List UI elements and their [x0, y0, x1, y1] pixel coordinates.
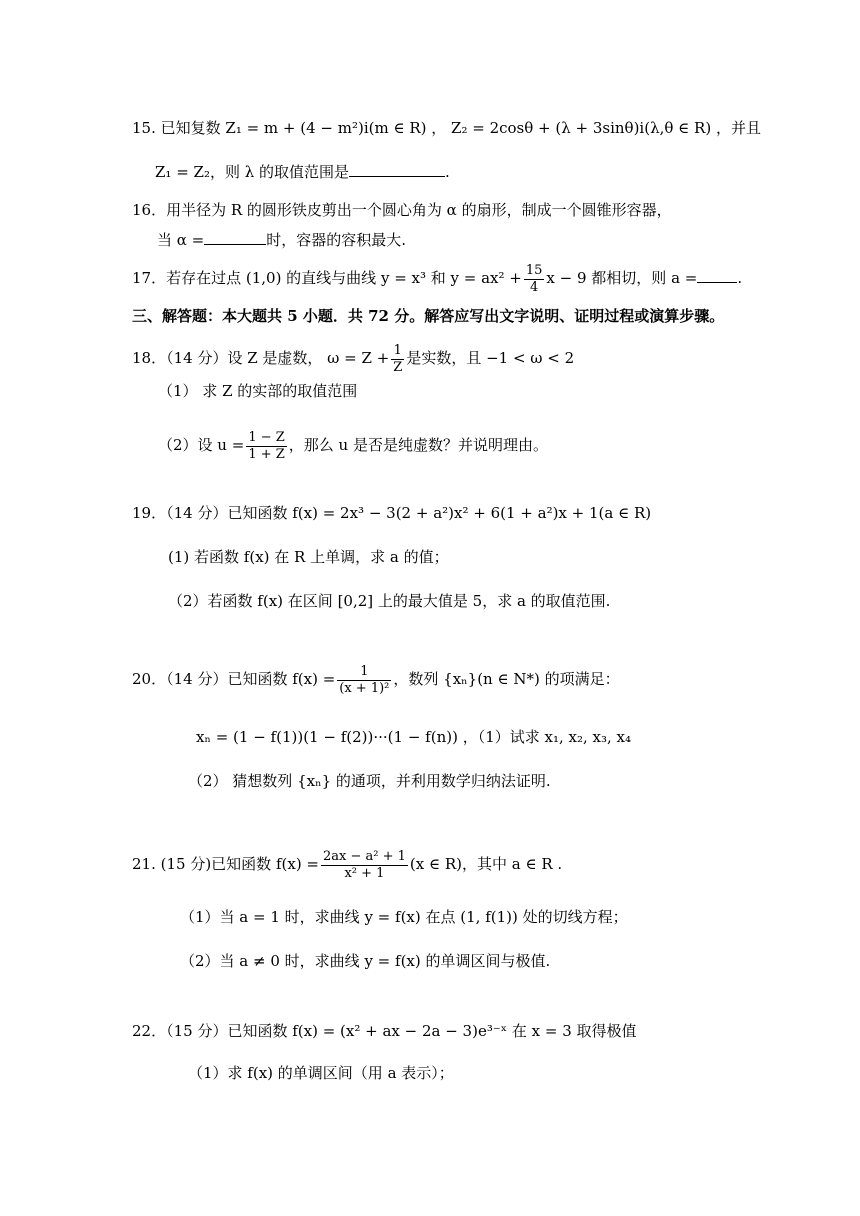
q15-line2-end: .: [445, 163, 450, 181]
q20-line: [132, 657, 620, 701]
q20-fraction: [337, 664, 391, 697]
q18-text: 18．（14 分）设 Z 是虚数， ω = Z +: [132, 349, 390, 367]
q18-part2-text: （2）设 u =: [158, 436, 245, 454]
q17-line: [132, 258, 742, 298]
q15-line2-text: Z₁ = Z₂，则 λ 的取值范围是: [155, 163, 350, 181]
q16-line1: 16．用半径为 R 的圆形铁皮剪出一个圆心角为 α 的扇形，制成一个圆锥形容器，: [132, 201, 672, 219]
q18-frac-num: 1: [393, 342, 402, 358]
q18-part2-fraction: [246, 430, 286, 463]
q21-part1: （1）当 a = 1 时，求曲线 y = f(x) 在点 (1, f(1)) 处的切线方程；: [180, 908, 628, 926]
q17-text: 17．若存在过点 (1,0) 的直线与曲线 y = x³ 和 y = ax² +: [132, 269, 522, 287]
q21-line: [132, 842, 562, 886]
section-heading: 三、解答题：本大题共 5 小题．共 72 分。解答应写出文字说明、证明过程或演算步骤。: [132, 307, 725, 325]
q21-frac-num: 2ax − a² + 1: [323, 848, 406, 864]
q16-answer-blank: [204, 230, 266, 245]
q17-frac-den: 4: [524, 279, 545, 296]
q21-part2: （2）当 a ≠ 0 时，求曲线 y = f(x) 的单调区间与极值.: [180, 952, 551, 970]
q21-frac-den: x² + 1: [321, 865, 408, 882]
q19-part1: (1) 若函数 f(x) 在 R 上单调，求 a 的值；: [168, 548, 449, 566]
q18-text-post: 是实数，且 −1 < ω < 2: [406, 349, 575, 367]
q20-frac-num: 1: [360, 663, 369, 679]
q16-line2-text: 当 α =: [157, 231, 205, 249]
q20-text-post: ，数列 {xₙ}(n ∈ N*) 的项满足：: [393, 670, 620, 688]
q20-line2: xₙ = (1 − f(1))(1 − f(2))···(1 − f(n)) ，（1）试求 x₁, x₂, x₃, x₄: [196, 728, 632, 746]
q18-frac-den: Z: [393, 359, 403, 375]
q22-part1: （1）求 f(x) 的单调区间（用 a 表示）；: [188, 1064, 454, 1082]
q15-line2: [155, 161, 450, 183]
q15-line1: 15. 已知复数 Z₁ = m + (4 − m²)i(m ∈ R) ， Z₂ = 2cosθ + (λ + 3sinθ)i(λ,θ ∈ R) ，并且: [132, 119, 761, 137]
q18-part2: [158, 423, 548, 467]
q18-fraction: [391, 343, 404, 376]
q17-fraction: [524, 263, 545, 296]
q17-frac-num: 15: [525, 262, 543, 278]
q15-answer-blank: [349, 162, 445, 177]
q21-fraction: [321, 849, 408, 882]
q21-text: 21. (15 分)已知函数 f(x) =: [132, 855, 320, 873]
q16-line2: [157, 229, 406, 251]
q18-part2-frac-num: 1 − Z: [248, 429, 285, 445]
q19-part2: （2）若函数 f(x) 在区间 [0,2] 上的最大值是 5，求 a 的取值范围.: [168, 592, 611, 610]
q20-frac-den: (x + 1)²: [339, 680, 390, 696]
q17-end: .: [737, 269, 743, 287]
q20-text: 20．（14 分）已知函数 f(x) =: [132, 670, 336, 688]
q17-text-post: x − 9 都相切，则 a =: [546, 269, 698, 287]
q21-text-post: (x ∈ R)，其中 a ∈ R .: [409, 855, 563, 873]
q18-part1: （1） 求 Z 的实部的取值范围: [158, 382, 358, 400]
q18-part2-frac-den: 1 + Z: [248, 446, 285, 462]
q18-part2-text-post: ，那么 u 是否是纯虚数？并说明理由。: [288, 436, 548, 454]
q22-line1: 22．（15 分）已知函数 f(x) = (x² + ax − 2a − 3)e³⁻ˣ 在 x = 3 取得极值: [132, 1022, 637, 1040]
q16-line2-end: 时，容器的容积最大.: [266, 231, 407, 249]
q19-line1: 19．（14 分）已知函数 f(x) = 2x³ − 3(2 + a²)x² + 6(1 + a²)x + 1(a ∈ R): [132, 504, 652, 522]
q17-answer-blank: [697, 268, 737, 283]
q20-part2: （2） 猜想数列 {xₙ} 的通项，并利用数学归纳法证明.: [188, 772, 551, 790]
q18-line: [132, 338, 574, 378]
